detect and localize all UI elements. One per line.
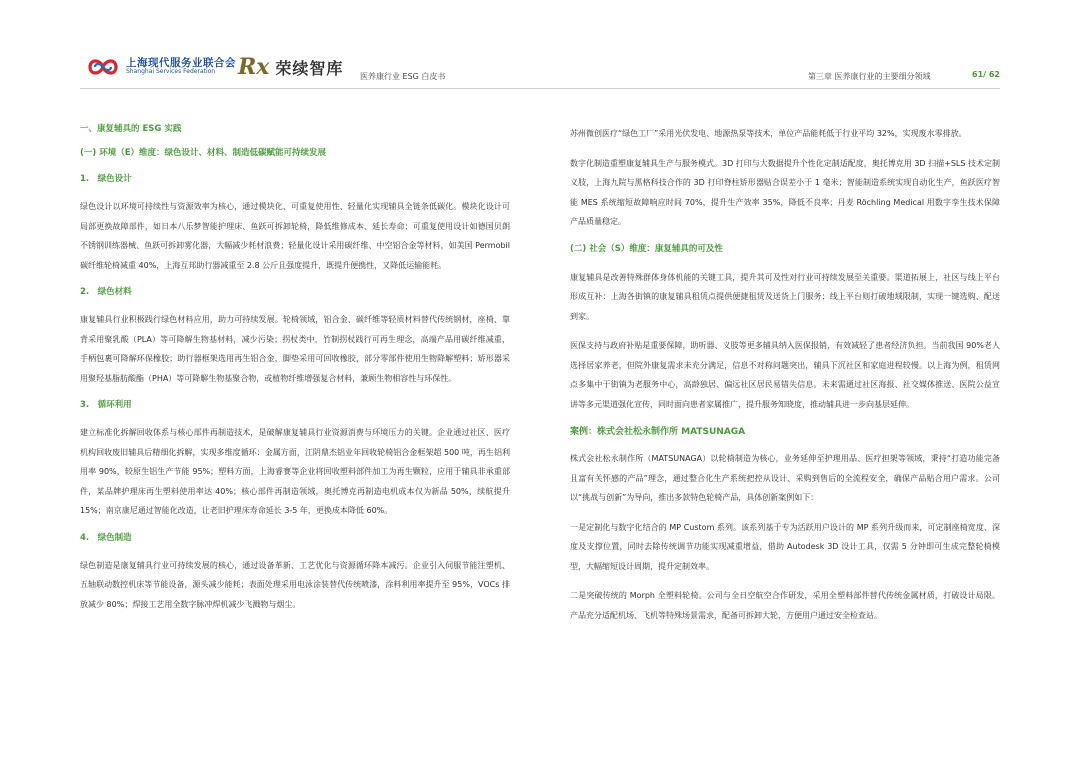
- paragraph-accessibility: 康复辅具是改善特殊群体身体机能的关键工具，提升其可及性对行业可持续发展至关重要。渠道拓展上，社区与线上平台形成互补：上海各街镇的康复辅具租赁点提供便捷租赁及送货上门服务；线上平台则打破地域限制，实现一键选购、配送到家。: [570, 272, 1000, 321]
- paragraph-green-design: 绿色设计以环境可持续性与资源效率为核心，通过模块化、可重复使用性、轻量化实现辅具全链条低碳化。模块化设计可局部更换故障部件，如日本八乐梦智能护理床、鱼跃可拆卸轮椅，降低维修成本、延长寿命；可重复使用设计如德国贝朗不锈钢训练器械、鱼跃可拆卸雾化器，大幅减少耗材浪费；轻量化设计采用碳纤维、中空铝合金等材料，如美国 Permobil 碳纤维轮椅减重 40%，上海互邦助行器减重至 2.8 公斤且强度提升，既提升便携性，又降低运输能耗。: [80, 202, 510, 270]
- page-number: 61/ 62: [972, 70, 1000, 79]
- section-heading: 一、康复辅具的 ESG 实践: [80, 124, 182, 134]
- paragraph-green-manufacturing: 绿色制造是康复辅具行业可持续发展的核心，通过设备革新、工艺优化与资源循环降本减污。企业引入伺服节能注塑机、五轴联动数控机床等节能设备，源头减少能耗；表面处理采用电泳涂装替代传统喷漆，涂料利用率提升至 95%，VOCs 排放减少 80%；焊接工艺用全数字脉冲焊机减少飞溅物与烟尘。: [80, 560, 510, 609]
- federation-name-cn: 上海现代服务业联合会: [126, 56, 236, 69]
- subsection-heading-social: (二) 社会（S）维度：康复辅具的可及性: [570, 243, 723, 254]
- right-column: [570, 124, 1000, 635]
- chapter-title: 第三章 医养康行业的主要细分领域: [808, 72, 931, 81]
- paragraph-digital-manufacturing: 数字化制造重塑康复辅具生产与服务模式。3D 打印与大数据提升个性化定制适配度，奥托博克用 3D 扫描+SLS 技术定制义肢，上海九院与黑格科技合作的 3D 打印脊柱矫形器贴合误差小于 1 毫米；智能制造系统实现自动化生产，鱼跃医疗智能 MES 系统缩短故障响应时间 70%，提升生产效率 35%，降低不良率；丹麦 Röchling Medical 用数字孪生技术保障产品质量稳定。: [570, 158, 1000, 226]
- shanghai-services-federation-logo: [86, 52, 236, 82]
- paragraph-case-mp-custom: 一是定制化与数字化结合的 MP Custom 系列。该系列基于专为活跃用户设计的 MP 系列升级而来，可定制座椅宽度、深度及支撑位置，同时去除传统调节功能实现减重增益，借助 Autodesk 3D 设计工具，仅需 5 分钟即可生成完整轮椅模型，大幅缩短设计周期，提升定制效率。: [570, 522, 1000, 571]
- paragraph-insurance-support: 医保支持与政府补贴是重要保障，助听器、义肢等更多辅具纳入医保报销，有效减轻了患者经济负担。当前我国 90%老人选择居家养老，但院外康复需求未充分满足，信息不对称问题突出，辅具下沉社区和家庭进程较慢。以上海为例，租赁网点多集中于街镇为老服务中心，高龄独居、偏远社区居民易错失信息。未来需通过社区海报、社交媒体推送、医院公益宣讲等多元渠道强化宣传，同时面向患者家属推广，提升服务知晓度，推动辅具进一步向基层延伸。: [570, 341, 1000, 409]
- rongxu-think-tank-logo: [238, 52, 343, 82]
- federation-name-en: Shanghai Services Federation: [126, 68, 216, 76]
- rx-mark: Rx: [238, 54, 270, 80]
- page-header: [0, 0, 1080, 96]
- heading-green-design: 1. 绿色设计: [80, 174, 132, 184]
- heading-green-materials: 2. 绿色材料: [80, 287, 132, 297]
- left-column: [80, 122, 510, 624]
- paragraph-green-materials: 康复辅具行业积极践行绿色材料应用，助力可持续发展。轮椅领域，铝合金、碳纤维等轻质材料替代传统钢材，座椅、靠背采用聚乳酸（PLA）等可降解生物基材料，减少污染；拐杖类中，竹制拐杖践行可再生理念，高端产品用碳纤维减重，手柄包裹可降解环保橡胶；助行器框架选用再生铝合金，脚垫采用可回收橡胶，部分零部件使用生物降解塑料；矫形器采用聚羟基脂肪酸酯（PHA）等可降解生物基聚合物，或植物纤维增强复合材料，兼顾生物相容性与环保性。: [80, 315, 510, 383]
- heading-recycling: 3. 循环利用: [80, 400, 132, 410]
- subsection-heading-environment: (一) 环境（E）维度：绿色设计、材料、制造低碳赋能可持续发展: [80, 148, 327, 158]
- document-title: 医养康行业 ESG 白皮书: [360, 72, 446, 81]
- paragraph-green-factory: 苏州微创医疗“绿色工厂”采用光伏发电、地源热泵等技术，单位产品能耗低于行业平均 32%，实现废水零排放。: [570, 129, 967, 138]
- case-study-title: 案例：株式会社松永制作所 MATSUNAGA: [570, 427, 746, 437]
- header-divider: [80, 88, 1000, 89]
- brand-name: 荣续智库: [275, 58, 344, 78]
- paragraph-case-morph: 二是突破传统的 Morph 全塑料轮椅。公司与全日空航空合作研发，采用全塑料部件替代传统金属材质，打破设计局限。产品充分适配机场、飞机等特殊场景需求，配备可拆卸大轮，方便用户通过安全检查站。: [570, 591, 1000, 620]
- federation-logo-icon: [86, 55, 120, 79]
- heading-green-manufacturing: 4. 绿色制造: [80, 532, 132, 543]
- paragraph-recycling: 建立标准化拆解回收体系与核心部件再制造技术，是破解康复辅具行业资源消费与环境压力的关键。企业通过社区、医疗机构回收废旧辅具后精细化拆解，实现多维度循环：金属方面，江阴鼎杰铝业年回收轮椅铝合金框架超 500 吨，再生铝利用率 90%，较原生铝生产节能 95%；塑料方面，上海睿赛等企业将回收塑料部件加工为再生颗粒，应用于辅具非承重部件，某品牌护理床再生塑料使用率达 40%；核心部件再制造领域，奥托博克再制造电机成本仅为新品 50%，续航提升 15%；南京康尼通过智能化改造，让老旧护理床寿命延长 3-5 年，更换成本降低 60%。: [80, 428, 510, 515]
- paragraph-case-intro: 株式会社松永制作所（MATSUNAGA）以轮椅制造为核心，业务延伸至护理用品、医疗担架等领域，秉持“打造功能完备且富有关怀感的产品”理念，通过整合化生产系统把控从设计、采购到售后的全流程安全，确保产品贴合用户需求。公司以“挑战与创新”为导向，推出多款特色轮椅产品，具体创新案例如下：: [570, 454, 1000, 502]
